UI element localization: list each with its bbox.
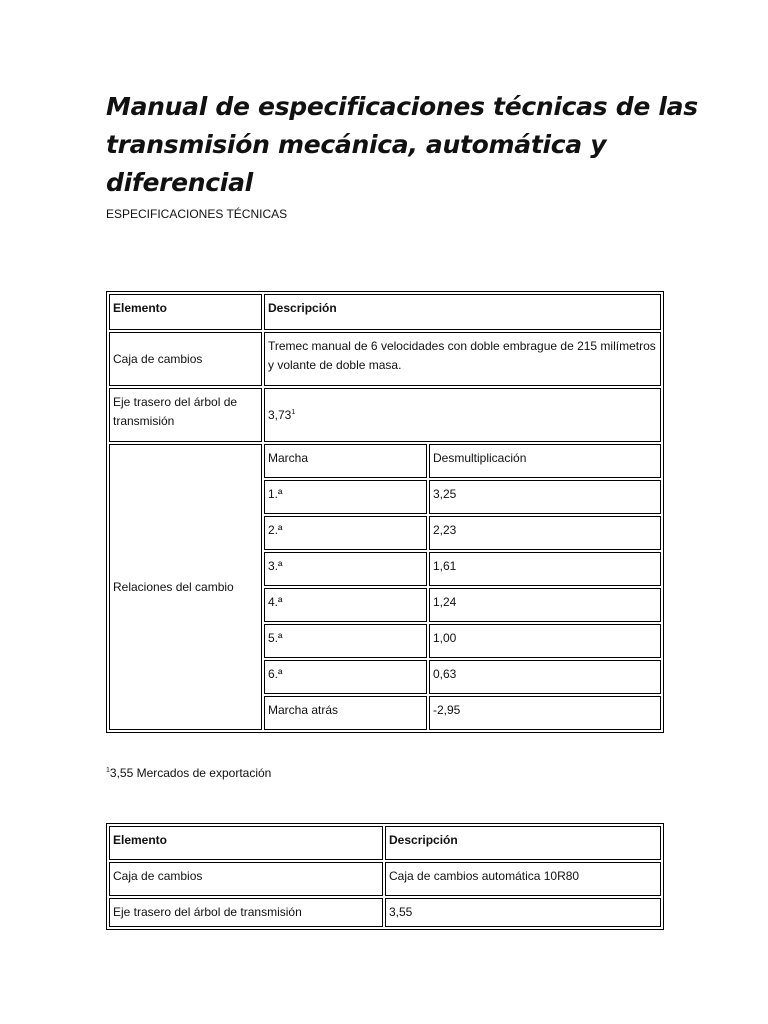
footnote-mark: 1 [291,408,296,416]
header-elemento: Elemento [109,826,383,860]
marcha-cell: 3.ª [264,552,427,586]
marcha-cell: Marcha atrás [264,696,427,730]
manual-transmission-spec-table [106,291,664,733]
footnote-mark: 1 [106,767,110,774]
marcha-cell: 4.ª [264,588,427,622]
table-row [109,332,661,386]
table-row [109,862,661,896]
header-elemento: Elemento [109,294,262,330]
marcha-header: Marcha [264,444,427,478]
header-descripcion: Descripción [385,826,661,860]
ratio-cell: 1,24 [429,588,661,622]
table-header-row [109,826,661,860]
ratio-cell: 2,23 [429,516,661,550]
table-header-row [109,294,661,330]
marcha-cell: 1.ª [264,480,427,514]
table-row [109,444,661,478]
ratio-cell: -2,95 [429,696,661,730]
row-label: Eje trasero del árbol de transmisión [109,898,383,927]
document-title: Manual de especificaciones técnicas de las transmisión mecánica, automática y diferencial [106,92,698,197]
marcha-cell: 6.ª [264,660,427,694]
table-row [109,388,661,442]
row-label: Caja de cambios [109,862,383,896]
eje-value: 3,73 [268,407,292,422]
row-value: 3,55 [385,898,661,927]
ratio-cell: 3,25 [429,480,661,514]
table-row [109,898,661,927]
automatic-transmission-spec-table [106,823,664,930]
marcha-cell: 5.ª [264,624,427,658]
ratio-cell: 1,61 [429,552,661,586]
header-descripcion: Descripción [264,294,661,330]
caja-label: Caja de cambios [109,332,262,386]
marcha-cell: 2.ª [264,516,427,550]
ratio-cell: 0,63 [429,660,661,694]
row-value: Caja de cambios automática 10R80 [385,862,661,896]
footnote-text: 3,55 Mercados de exportación [109,766,272,780]
eje-label: Eje trasero del árbol de transmisión [109,388,262,442]
ratio-cell: 1,00 [429,624,661,658]
caja-value: Tremec manual de 6 velocidades con doble embrague de 215 milímetros y volante de doble masa. [264,332,661,386]
eje-value-cell [264,388,661,442]
footnote [106,766,271,780]
desmultiplicacion-header: Desmultiplicación [429,444,661,478]
relaciones-label: Relaciones del cambio [109,444,262,730]
section-heading: ESPECIFICACIONES TÉCNICAS [106,207,288,221]
